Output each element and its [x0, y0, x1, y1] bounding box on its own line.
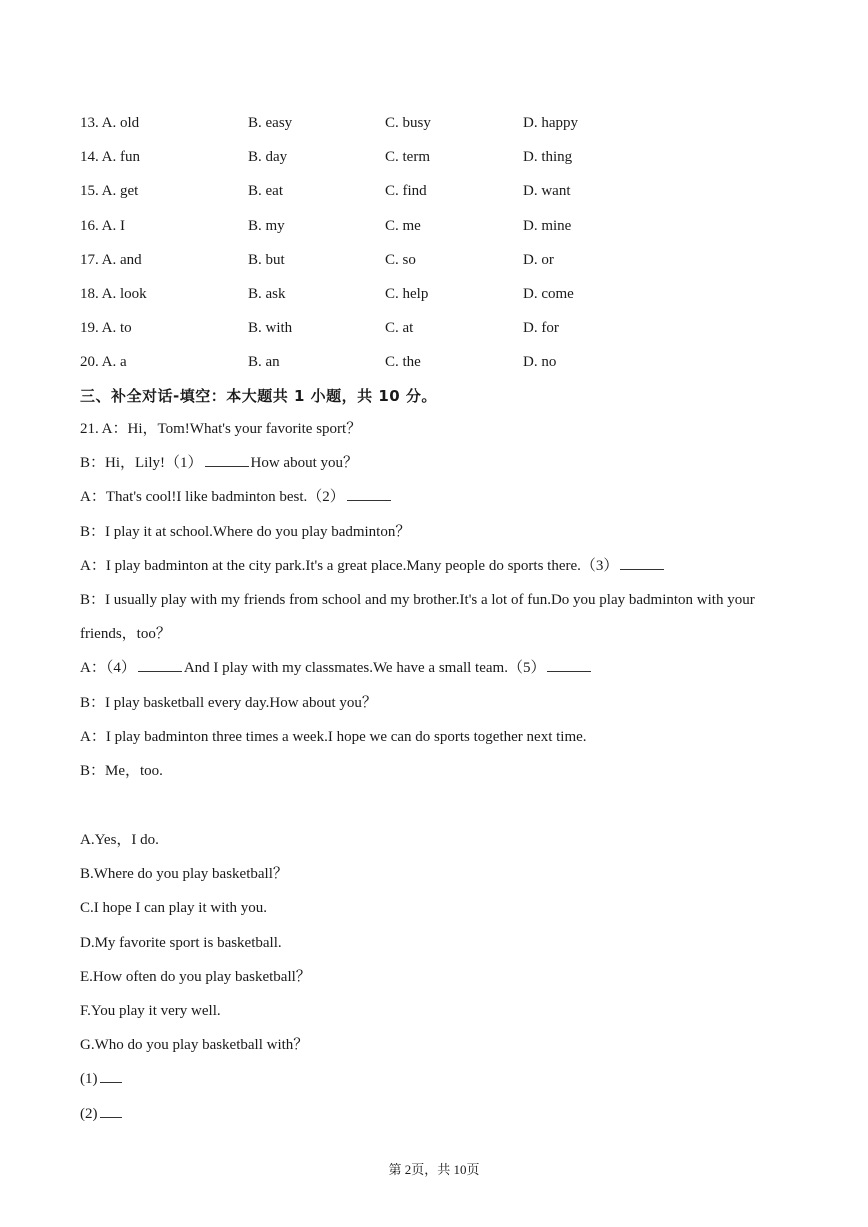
mcq-row-14: [80, 146, 800, 180]
section-heading: 三、补全对话-填空：本大题共 1 小题，共 10 分。: [80, 387, 437, 405]
dialogue-line: [80, 418, 780, 452]
answer-label: (1): [80, 1071, 98, 1088]
dialogue-line: [80, 623, 780, 657]
dialogue-text: 21. A：Hi，Tom!What's your favorite sport？: [80, 421, 362, 437]
dialogue-text: friends，too？: [80, 626, 171, 643]
option-c-line: C.I hope I can play it with you.: [80, 900, 268, 917]
option-d-line: D.My favorite sport is basketball.: [80, 934, 282, 951]
answer-field-1[interactable]: [100, 1068, 122, 1083]
mcq-row-19: [80, 317, 800, 351]
option-e-line: E.How often do you play basketball？: [80, 968, 311, 985]
option-d: D. no: [523, 354, 557, 371]
dialogue-text: A：I play badminton at the city park.It's a great place.Many people do sports there.（3）: [80, 557, 619, 574]
option-c: C. term: [385, 149, 430, 166]
option-c: C. the: [385, 354, 421, 371]
dialogue-line: [80, 589, 780, 623]
dialogue-text: B：I play basketball every day.How about you？: [80, 694, 377, 711]
option-d: D. thing: [523, 149, 573, 166]
option-a-line: A.Yes，I do.: [80, 832, 159, 848]
answer-blank-1[interactable]: [205, 452, 249, 467]
mcq-row-15: [80, 180, 800, 214]
option-c: C. me: [385, 217, 421, 234]
dialogue-line: [80, 760, 780, 794]
mcq-row-17: [80, 249, 800, 283]
option-b-line: B.Where do you play basketball？: [80, 866, 288, 883]
page-number: 第 2页，共 10页: [388, 1162, 480, 1177]
mcq-row-18: [80, 283, 800, 317]
dialogue-text: B：I usually play with my friends from school and my brother.It's a lot of fun.Do you play badminton with your: [80, 591, 755, 608]
dialogue-line: [80, 486, 780, 520]
option-a: 20. A. a: [80, 354, 127, 371]
option-c: C. at: [385, 320, 414, 337]
option-d: D. for: [523, 320, 559, 337]
mcq-row-16: [80, 215, 800, 249]
mcq-row-20: [80, 351, 800, 385]
option-b: B. but: [248, 251, 285, 268]
answer-blank-5[interactable]: [547, 657, 591, 672]
option-c: C. find: [385, 183, 427, 200]
dialogue-passage: [80, 418, 780, 794]
option-b: B. day: [248, 149, 288, 166]
answer-field-2[interactable]: [100, 1103, 122, 1118]
dialogue-text: A：（4）: [80, 660, 136, 677]
option-d: D. want: [523, 183, 571, 200]
answer-blank-4[interactable]: [138, 657, 182, 672]
option-d: D. mine: [523, 217, 572, 234]
option-b: B. an: [248, 354, 280, 371]
dialogue-text: B：Me，too.: [80, 762, 163, 779]
answer-options: [80, 829, 780, 1137]
option-b: B. easy: [248, 115, 293, 131]
option-c: C. help: [385, 285, 429, 302]
option-d: D. happy: [523, 115, 578, 131]
dialogue-line: [80, 555, 780, 589]
option-b: B. my: [248, 217, 285, 234]
option-b: B. with: [248, 320, 293, 337]
dialogue-text: A：That's cool!I like badminton best.（2）: [80, 489, 345, 506]
option-c: C. so: [385, 251, 416, 268]
dialogue-text: B：I play it at school.Where do you play badminton？: [80, 523, 411, 540]
option-d: D. or: [523, 251, 554, 268]
option-a: 14. A. fun: [80, 149, 140, 166]
answer-line-2: [80, 1103, 780, 1137]
mcq-row-13: [80, 112, 800, 146]
option-a: 17. A. and: [80, 251, 142, 268]
answer-blank-2[interactable]: [347, 486, 391, 501]
dialogue-text: B：Hi，Lily!（1）: [80, 455, 203, 472]
option-b: B. eat: [248, 183, 283, 200]
answer-line-1: [80, 1068, 780, 1102]
option-a: 19. A. to: [80, 320, 132, 337]
option-a: 16. A. I: [80, 217, 125, 234]
multiple-choice-options: [80, 112, 800, 386]
option-b: B. ask: [248, 285, 286, 302]
option-a: 15. A. get: [80, 183, 139, 200]
dialogue-line: [80, 452, 780, 486]
dialogue-line: [80, 657, 780, 691]
dialogue-line: [80, 726, 780, 760]
dialogue-text: How about you？: [250, 455, 358, 472]
dialogue-text: And I play with my classmates.We have a small team.（5）: [183, 660, 546, 677]
answer-blank-3[interactable]: [620, 555, 664, 570]
dialogue-line: [80, 692, 780, 726]
option-c: C. busy: [385, 115, 431, 131]
option-a: 13. A. old: [80, 115, 140, 131]
option-g-line: G.Who do you play basketball with？: [80, 1037, 309, 1054]
option-f-line: F.You play it very well.: [80, 1002, 221, 1019]
option-a: 18. A. look: [80, 285, 147, 302]
dialogue-line: [80, 521, 780, 555]
option-d: D. come: [523, 285, 574, 302]
answer-label: (2): [80, 1105, 98, 1122]
dialogue-text: A：I play badminton three times a week.I hope we can do sports together next time.: [80, 728, 587, 745]
